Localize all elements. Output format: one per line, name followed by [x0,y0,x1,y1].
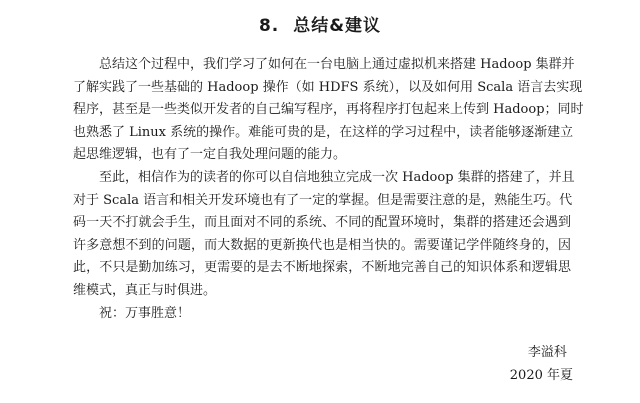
paragraph-2-line-5: 此，不只是勤加练习，更需要的是去不断地探索，不断地完善自己的知识体系和逻辑思 [73,260,571,276]
paragraph-2-line-6: 维模式，真正与时俱进。 [73,282,217,298]
paragraph-2-line-4: 许多意想不到的问题，而大数据的更新换代也是相当快的。需要谨记学伴随终身的，因 [73,237,571,253]
paragraph-2-line-1: 至此，相信作为的读者的你可以自信地独立完成一次 Hadoop 集群的搭建了，并且 [99,169,575,185]
paragraph-1-line-1: 总结这个过程中，我们学习了如何在一台电脑上通过虚拟机来搭建 Hadoop 集群并 [99,57,575,72]
signature-date: 2020 年夏 [509,367,573,383]
signature-block [510,342,573,387]
paragraph-1-line-3: 程序，甚至是一些类似开发者的自己编写程序，再将程序打包起来上传到 Hadoop；同时 [73,102,584,118]
body-text [73,54,584,325]
author-name: 李溢科 [527,345,567,360]
closing-wish: 祝：万事胜意！ [99,305,191,321]
section-title: 总结&建议 [293,16,382,36]
paragraph-1-line-4: 也熟悉了 Linux 系统的操作。难能可贵的是，在这样的学习过程中，读者能够逐渐建立 [73,124,574,140]
section-heading [0,14,640,38]
paragraph-2-line-3: 码一天不打就会手生，而且面对不同的系统、不同的配置环境时，集群的搭建还会遇到 [73,215,571,231]
paragraph-1-line-5: 起思维逻辑，也有了一定自我处理问题的能力。 [73,147,347,163]
section-number: 8. [258,16,280,36]
paragraph-1-line-2: 了解实践了一些基础的 Hadoop 操作（如 HDFS 系统），以及如何用 Scala 语言去实现 [73,79,583,95]
paragraph-2-line-2: 对于 Scala 语言和相关开发环境也有了一定的掌握。但是需要注意的是，熟能生巧。代 [73,192,573,208]
